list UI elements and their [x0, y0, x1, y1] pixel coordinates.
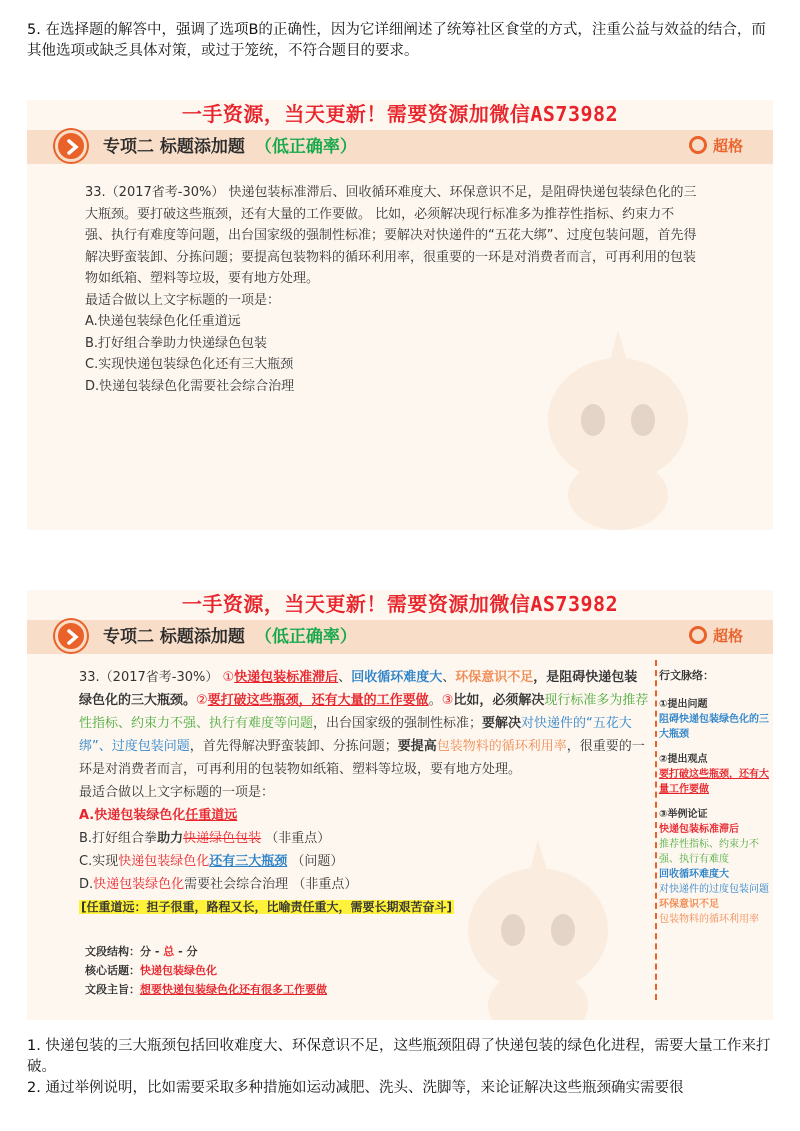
option-c-topic: 快递包装绿色化 — [118, 854, 210, 869]
question-number: 33.（2017省考-30%） — [79, 670, 219, 685]
note-3-title: ③举例论证 — [659, 809, 708, 820]
brand-logo-text: 超格 — [712, 137, 743, 155]
option-a-topic: 快递包装绿色化 — [94, 808, 186, 823]
topic-label: 核心话题： — [85, 964, 140, 977]
outro-paragraphs — [27, 1036, 775, 1099]
structure-label: 文段结构： — [85, 945, 140, 958]
option-a[interactable] — [79, 804, 649, 827]
topic-value: 快递包装绿色化 — [140, 964, 217, 977]
section-title — [103, 134, 357, 160]
promo-banner: 一手资源，当天更新！需要资源加微信AS73982 — [181, 102, 619, 126]
option-d-topic: 快递包装绿色化 — [93, 877, 185, 892]
notes-divider — [655, 660, 657, 1000]
option-b-focus: 助力 — [157, 831, 184, 846]
note-3-a: 快递包装标准滞后 — [659, 824, 739, 835]
structure-c: - 分 — [174, 945, 198, 958]
note-1-title: ①提出问题 — [659, 699, 708, 710]
structure-a: 分 - — [140, 945, 164, 958]
option-b-struck: 快递绿色包装 — [183, 831, 262, 846]
stem-part-3i: ，很重要的一环是对消费者而言，可再利用的包装物如纸箱、塑料等垃圾，要有地方处理。 — [79, 739, 645, 777]
option-b[interactable] — [79, 827, 649, 850]
section-tag: （低正确率） — [254, 627, 357, 647]
example-1: 现行标准多为推荐性指标、约束力不强、执行有难度等问题 — [79, 693, 649, 731]
option-c-rest: 还有三大瓶颈 — [209, 854, 288, 869]
note-2-title: ②提出观点 — [659, 754, 708, 765]
bottleneck-2: 回收循环难度大 — [351, 670, 443, 685]
section-tag: （低正确率） — [254, 137, 357, 157]
note-1-text: 阻碍快递包装绿色化的三大瓶颈 — [659, 714, 769, 740]
promo-banner: 一手资源，当天更新！需要资源加微信AS73982 — [181, 592, 619, 616]
question-prompt: 最适合做以上文字标题的一项是： — [79, 785, 275, 800]
note-2-text: 要打破这些瓶颈，还有大量工作要做 — [659, 769, 769, 795]
option-b-note: （非重点） — [265, 831, 331, 846]
note-3-d: 对快递件的过度包装问题 — [659, 884, 769, 895]
structure-line — [85, 942, 327, 961]
option-c-text: C.实现 — [79, 854, 119, 869]
option-c-note: （问题） — [291, 854, 344, 869]
brand-logo-text: 超格 — [712, 627, 743, 645]
idiom-highlight: [任重道远：担子很重，路程又长，比喻责任重大，需要长期艰苦奋斗] — [81, 900, 452, 914]
slide-analysis — [27, 590, 773, 1020]
outline-notes — [659, 668, 769, 927]
outro-item: 2. 通过举例说明，比如需要采取多种措施如运动减肥、洗头、洗脚等，来论证解决这些瓶颈确实需要很 — [27, 1080, 684, 1096]
example-3: 包装物料的循环利用率 — [436, 739, 567, 754]
option-d-note: （非重点） — [292, 877, 358, 892]
chevron-right-icon — [55, 130, 87, 162]
example-2: 对快递件的“五花大绑”、过度包装问题 — [79, 716, 632, 754]
topic-line — [85, 961, 327, 980]
option-c[interactable] — [79, 850, 649, 873]
section-title-text: 专项二 标题添加题 — [103, 627, 245, 647]
key-sentence: 要打破这些瓶颈，还有大量的工作要做 — [207, 693, 429, 708]
chevron-right-icon — [55, 620, 87, 652]
intro-paragraph: 5. 在选择题的解答中，强调了选项B的正确性，因为它详细阐述了统筹社区食堂的方式，注重公益与效益的结合，而其他选项或缺乏具体对策，或过于笼统，不符合题目的要求。 — [27, 22, 766, 59]
notes-title: 行文脉络： — [659, 669, 714, 682]
option-b-text: B.打好组合拳 — [79, 831, 158, 846]
theme-line — [85, 980, 327, 999]
option-b[interactable]: B.打好组合拳助力快递绿色包装 — [85, 335, 268, 351]
slide-question — [27, 100, 773, 530]
analysis-body — [79, 666, 649, 919]
brand-logo-icon — [689, 136, 707, 154]
stem-part-1: ，是阻碍快递包装绿色化的三大瓶颈。 — [79, 670, 638, 708]
stem-part-3f: ，首先得解决野蛮装卸、分拣问题； — [189, 739, 398, 754]
bottleneck-3: 环保意识不足 — [455, 670, 534, 685]
stem-punct: 。 — [428, 693, 442, 708]
note-3-c: 回收循环难度大 — [659, 869, 729, 880]
note-3-b: 推荐性指标、约束力不强、执行有难度 — [659, 839, 759, 865]
stem-part-3a: 比如，必须解决 — [453, 693, 545, 708]
stem-part-3c: ，出台国家级的强制性标准； — [313, 716, 483, 731]
stem-part-3d: 要解决 — [482, 716, 522, 731]
theme-label: 文段主旨： — [85, 983, 140, 996]
option-d[interactable]: D.快递包装绿色化需要社会综合治理 — [85, 378, 295, 394]
question-prompt: 最适合做以上文字标题的一项是： — [85, 292, 281, 308]
option-d-rest: 需要社会综合治理 — [184, 877, 289, 892]
note-3-f: 包装物料的循环利用率 — [659, 914, 759, 925]
outro-item: 1. 快递包装的三大瓶颈包括回收难度大、环保意识不足，这些瓶颈阻碍了快递包装的绿色化进程，需要大量工作来打破。 — [27, 1038, 771, 1075]
section-title — [103, 624, 357, 650]
option-c[interactable]: C.实现快递包装绿色化还有三大瓶颈 — [85, 357, 294, 372]
passage-summary — [85, 942, 327, 999]
question-stem: 33.（2017省考-30%） 快递包装标准滞后、回收循环难度大、环保意识不足，是阻碍快递包装绿色化的三大瓶颈。要打破这些瓶颈，还有大量的工作要做。 比如，必须解决现行标准多为推荐性指标、约束力不强、执行有难度等问题，出台国家级的强制性标准；要解决对快递件的“五花大绑”、过度包装问题，首先得解决野蛮装卸、分拣问题；要提高包装物料的循环利用率，很重要的一环是对消费者而言，可再利用的包装物如纸箱、塑料等垃圾，要有地方处理。 — [85, 185, 697, 286]
marker-3: ③ — [441, 693, 454, 708]
question-body — [85, 182, 700, 397]
note-3-e: 环保意识不足 — [659, 899, 719, 910]
bottleneck-1: 快递包装标准滞后 — [234, 670, 339, 685]
option-a-letter: A. — [79, 808, 95, 823]
annotated-stem: 33.（2017省考-30%） ①快递包装标准滞后、回收循环难度大、环保意识不足，是阻碍快递包装绿色化的三大瓶颈。②要打破这些瓶颈，还有大量的工作要做。③比如，必须解决现行标准多为推荐性指标、约束力不强、执行有难度等问题，出台国家级的强制性标准；要解决对快递件的“五花大绑”、过度包装问题，首先得解决野蛮装卸、分拣问题；要提高包装物料的循环利用率，很重要的一环是对消费者而言，可再利用的包装物如纸箱、塑料等垃圾，要有地方处理。 — [79, 670, 649, 777]
brand-logo-icon — [689, 626, 707, 644]
option-d-letter: D. — [79, 877, 94, 892]
option-d[interactable] — [79, 873, 649, 896]
marker-2: ② — [196, 693, 208, 708]
brand-logo — [689, 135, 743, 157]
structure-b: 总 — [163, 945, 175, 958]
option-a[interactable]: A.快递包装绿色化任重道远 — [85, 314, 241, 329]
section-title-text: 专项二 标题添加题 — [103, 137, 245, 157]
stem-part-3g: 要提高 — [397, 739, 437, 754]
option-a-rest: 任重道远 — [185, 808, 238, 823]
theme-value: 想要快递包装绿色化还有很多工作要做 — [140, 983, 327, 996]
marker-1: ① — [222, 670, 235, 685]
brand-logo — [689, 625, 743, 647]
